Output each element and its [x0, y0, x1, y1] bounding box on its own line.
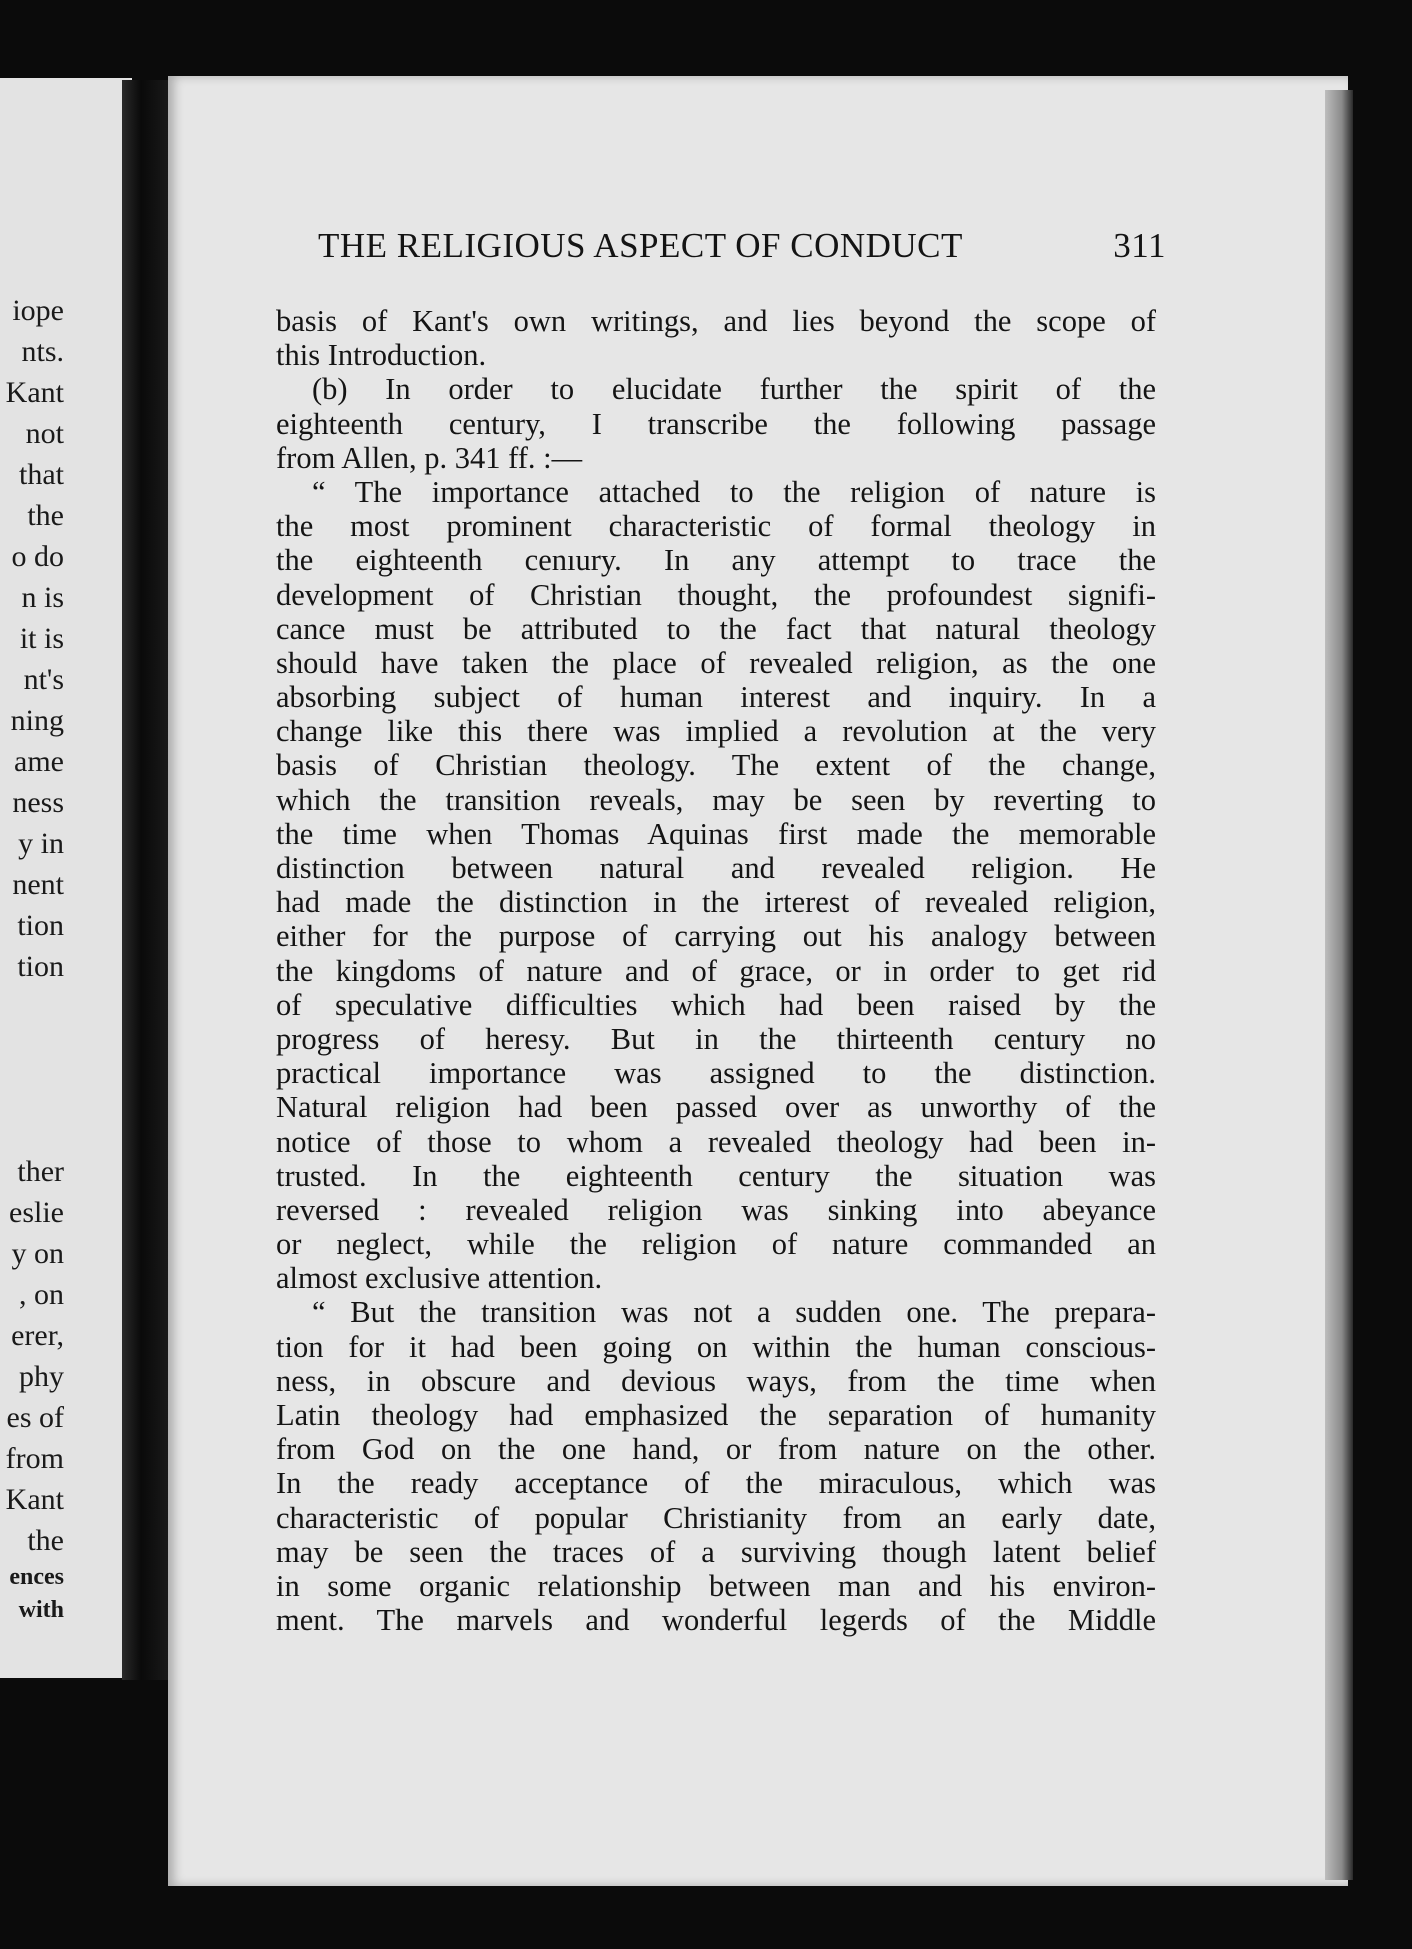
text-line: had made the distinction in the irterest of revealed religion,	[276, 885, 1156, 920]
previous-page-line: iope	[12, 294, 64, 327]
page-edge	[1325, 90, 1353, 1880]
text-line: the time when Thomas Aquinas first made the memorable	[276, 816, 1156, 851]
previous-page-line: y in	[18, 827, 64, 860]
text-line: the kingdoms of nature and of grace, or in order to get rid	[276, 953, 1156, 988]
previous-page-line: tion	[17, 909, 64, 942]
previous-page-line: Kant	[5, 1483, 64, 1516]
running-header	[318, 226, 1166, 276]
previous-page-line: nts.	[21, 335, 64, 368]
text-line: Natural religion had been passed over as unworthy of the	[276, 1090, 1156, 1125]
text-line: ment. The marvels and wonderful legerds of the Middle	[276, 1603, 1156, 1638]
previous-page-line: ness	[12, 786, 64, 819]
previous-page-line	[0, 1028, 64, 1069]
previous-page-line: ning	[10, 704, 64, 737]
text-line: this Introduction.	[276, 338, 487, 373]
previous-page-line: , on	[19, 1278, 64, 1311]
text-line: cance must be attributed to the fact that natural theology	[276, 611, 1156, 646]
previous-page-line: ame	[14, 745, 64, 778]
text-line: absorbing subject of human interest and inquiry. In a	[276, 680, 1156, 715]
running-head-title: THE RELIGIOUS ASPECT OF CONDUCT	[318, 226, 963, 265]
previous-page-line: es of	[6, 1401, 64, 1434]
text-line: notice of those to whom a revealed theology had been in-	[276, 1124, 1156, 1159]
text-line: almost exclusive attention.	[276, 1261, 603, 1296]
previous-page-line	[0, 1069, 64, 1110]
text-line: the eighteenth cenıury. In any attempt to trace the	[276, 543, 1156, 578]
text-line: practical importance was assigned to the distinction.	[276, 1056, 1156, 1091]
text-line: characteristic of popular Christianity from an early date,	[276, 1500, 1156, 1535]
text-line: from Allen, p. 341 ff. :—	[276, 440, 583, 475]
text-line: eighteenth century, I transcribe the following passage	[276, 406, 1156, 441]
previous-page-line: Kant	[5, 376, 64, 409]
previous-page-line: ences	[9, 1564, 64, 1590]
previous-page-line: from	[5, 1442, 64, 1475]
text-line: “ But the transition was not a sudden one. The prepara-	[312, 1295, 1156, 1330]
text-line: basis of Kant's own writings, and lies beyond the scope of	[276, 304, 1156, 338]
text-line: ness, in obscure and devious ways, from the time when	[276, 1363, 1156, 1398]
text-line: may be seen the traces of a surviving though latent belief	[276, 1534, 1156, 1569]
text-line: development of Christian thought, the profoundest signifi-	[276, 577, 1156, 612]
text-line: which the transition reveals, may be seen by reverting to	[276, 782, 1156, 817]
previous-page-line: o do	[11, 540, 64, 573]
previous-page-line: eslie	[9, 1196, 64, 1229]
previous-page-line: erer,	[11, 1319, 64, 1352]
text-line: the most prominent characteristic of formal theology in	[276, 509, 1156, 544]
previous-page-line: that	[19, 458, 64, 491]
text-line: Latin theology had emphasized the separation of humanity	[276, 1398, 1156, 1432]
book-gutter	[122, 80, 170, 1680]
text-line: either for the purpose of carrying out his analogy between	[276, 919, 1156, 954]
previous-page	[0, 78, 132, 1678]
previous-page-line: not	[25, 417, 64, 450]
previous-page-line: nent	[12, 868, 64, 901]
text-line: progress of heresy. But in the thirteenth century no	[276, 1021, 1156, 1056]
previous-page-line: phy	[19, 1360, 64, 1393]
text-line: change like this there was implied a revolution at the very	[276, 714, 1156, 749]
text-line: tion for it had been going on within the human conscious-	[276, 1329, 1156, 1364]
previous-page-line: it is	[19, 622, 64, 655]
text-line: (b) In order to elucidate further the spirit of the	[312, 372, 1156, 407]
text-line: distinction between natural and revealed religion. He	[276, 851, 1156, 885]
text-line: “ The importance attached to the religion of nature is	[312, 474, 1156, 509]
text-line: reversed : revealed religion was sinking into abeyance	[276, 1192, 1156, 1227]
previous-page-line: n is	[21, 581, 64, 614]
previous-page-line: ther	[17, 1155, 64, 1188]
previous-page-text	[0, 290, 64, 1627]
previous-page-line: tion	[17, 950, 64, 983]
previous-page-line: the	[27, 1524, 64, 1557]
text-line: in some organic relationship between man and his environ-	[276, 1568, 1156, 1603]
text-line: or neglect, while the religion of nature commanded an	[276, 1227, 1156, 1262]
previous-page-line: y on	[11, 1237, 64, 1270]
text-line: basis of Christian theology. The extent of the change,	[276, 748, 1156, 783]
previous-page-line: the	[27, 499, 64, 532]
text-line: should have taken the place of revealed religion, as the one	[276, 645, 1156, 680]
page-number: 311	[1113, 226, 1166, 265]
previous-page-line: with	[18, 1597, 64, 1623]
text-line: from God on the one hand, or from nature on the other.	[276, 1432, 1156, 1467]
text-line: In the ready acceptance of the miraculous, which was	[276, 1466, 1156, 1501]
previous-page-line	[0, 1110, 64, 1151]
previous-page-line	[0, 987, 64, 1028]
previous-page-line: nt's	[23, 663, 64, 696]
text-line: trusted. In the eighteenth century the situation was	[276, 1158, 1156, 1193]
text-line: of speculative difficulties which had been raised by the	[276, 987, 1156, 1022]
body-text	[276, 304, 1156, 1637]
